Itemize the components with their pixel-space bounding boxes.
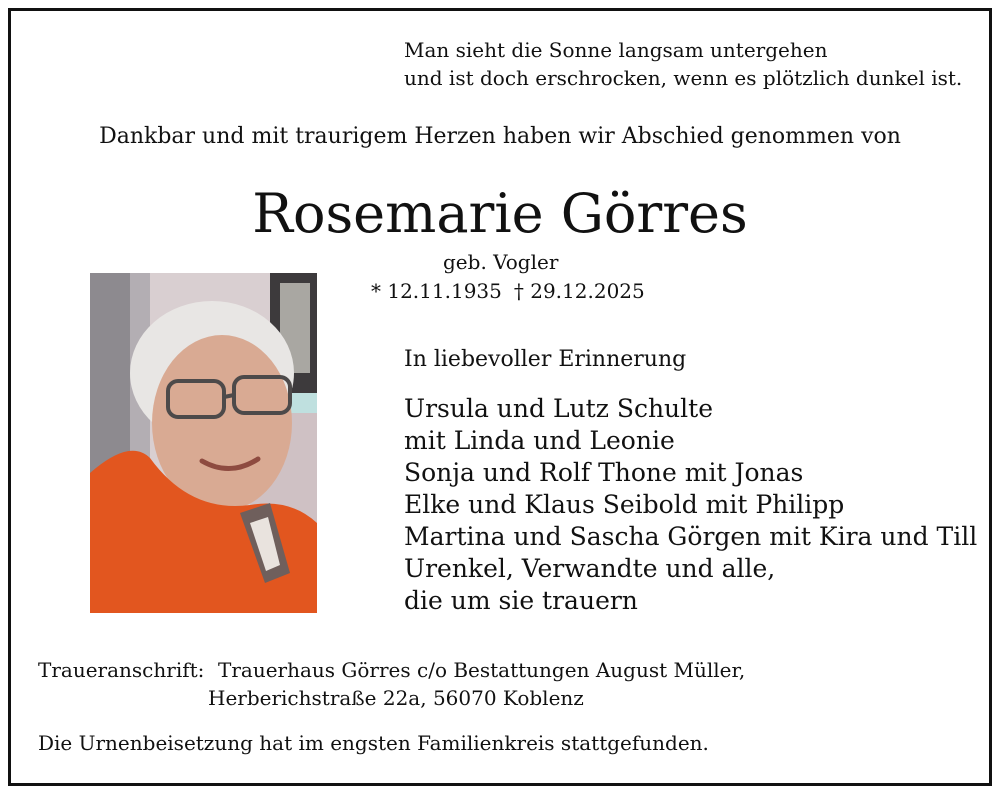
- life-dates: [371, 279, 645, 303]
- list-item: Ursula und Lutz Schulte: [404, 394, 713, 423]
- list-item: Urenkel, Verwandte und alle,: [404, 554, 776, 583]
- list-item: Elke und Klaus Seibold mit Philipp: [404, 490, 845, 519]
- address-line-2: Herberichstraße 22a, 56070 Koblenz: [208, 686, 584, 710]
- list-item: die um sie trauern: [404, 586, 638, 615]
- address-line-1: Trauerhaus Görres c/o Bestattungen August Müller,: [218, 658, 746, 682]
- address-label: Traueranschrift:: [38, 658, 205, 682]
- memory-heading: In liebevoller Erinnerung: [404, 347, 687, 372]
- portrait-photo: [90, 273, 317, 613]
- intro-text: Dankbar und mit traurigem Herzen haben wir Abschied genommen von: [99, 124, 901, 149]
- poem-line: und ist doch erschrocken, wenn es plötzlich dunkel ist.: [404, 66, 963, 90]
- birth-date: * 12.11.1935: [371, 279, 502, 303]
- poem: [404, 36, 962, 92]
- list-item: Martina und Sascha Görgen mit Kira und Till: [404, 522, 978, 551]
- maiden-name: geb. Vogler: [443, 250, 559, 274]
- list-item: mit Linda und Leonie: [404, 426, 675, 455]
- burial-note: Die Urnenbeisetzung hat im engsten Familienkreis stattgefunden.: [38, 731, 709, 755]
- list-item: Sonja und Rolf Thone mit Jonas: [404, 458, 804, 487]
- mourners-list: [404, 393, 977, 617]
- poem-line: Man sieht die Sonne langsam untergehen: [404, 38, 828, 62]
- deceased-name: Rosemarie Görres: [252, 182, 748, 245]
- death-date: † 29.12.2025: [513, 279, 645, 303]
